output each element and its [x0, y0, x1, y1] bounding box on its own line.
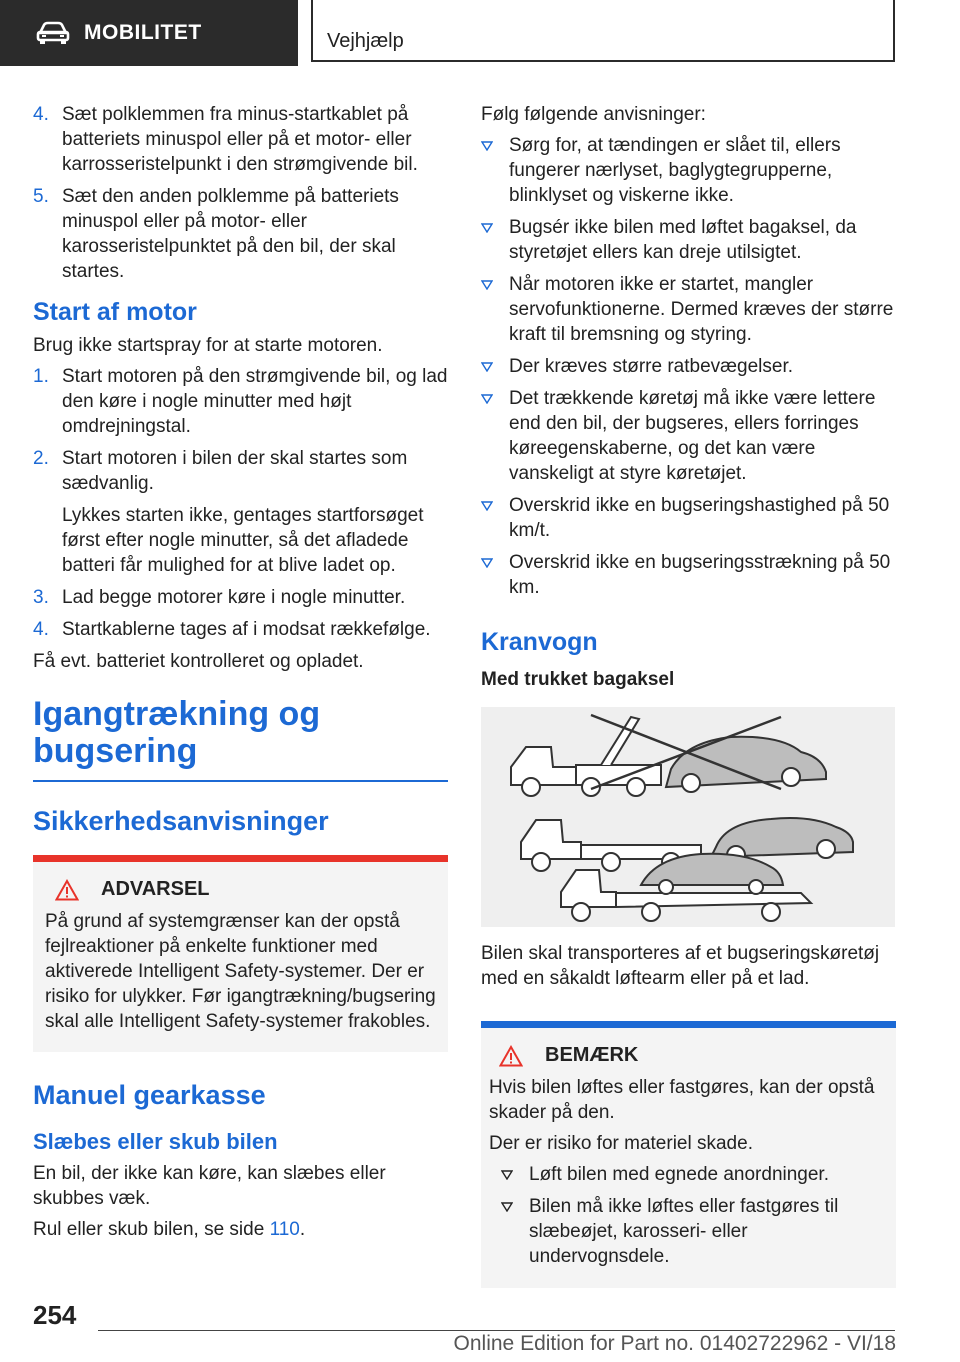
gearbox-heading: Manuel gearkasse	[33, 1080, 266, 1110]
roll-text: Rul eller skub bilen, se side 110.	[33, 1219, 306, 1240]
tow-truck-illustration	[481, 707, 895, 927]
bullet-triangle-icon	[481, 223, 493, 233]
list-item: 4. Startkablerne tages af i modsat rækkefølge.	[33, 619, 431, 640]
safety-heading: Sikkerhedsanvisninger	[33, 806, 329, 836]
notice-box	[481, 1021, 896, 1288]
footer-divider	[98, 1330, 895, 1331]
section-heading-start-motor: Start af motor	[33, 298, 197, 326]
list-item: 1. Start motoren på den strømgivende bil, og lad den køre i nogle minutter med højt omdrejningstal.	[33, 366, 448, 437]
bullet-triangle-icon	[481, 394, 493, 404]
list-item: Løft bilen med egnede anordninger.	[501, 1162, 888, 1187]
edition-text: Online Edition for Part no. 01402722962 - VI/18	[453, 1332, 896, 1355]
heading-divider	[33, 780, 448, 782]
list-item: Når motoren ikke er startet, mangler servofunktionerne. Dermed kræves der større kraft til bremsning og styring.	[481, 272, 896, 347]
crane-heading: Kranvogn	[481, 628, 598, 656]
section-label: MOBILITET	[84, 21, 202, 44]
bullet-triangle-icon	[481, 362, 493, 372]
start-steps	[33, 364, 448, 642]
crane-subheading: Med trukket bagaksel	[481, 669, 675, 690]
tow-heading: Slæbes eller skub bilen	[33, 1129, 278, 1154]
car-icon	[36, 21, 70, 45]
chapter-heading: Igangtrækning og bugsering	[33, 695, 321, 770]
list-item: 4. Sæt polklemmen fra minus-startkablet på batteriets minuspol eller på et motor- eller karrosseristelpunkt i den strømgivende bil.	[33, 104, 418, 175]
crane-text: Bilen skal transporteres af et bugseringskøretøj med en såkaldt løftearm eller på et lad.	[481, 943, 880, 989]
list-item: Overskrid ikke en bugseringshastighed på 50 km/t.	[481, 493, 896, 543]
warning-title: ADVARSEL	[101, 878, 210, 900]
warning-triangle-icon	[55, 879, 79, 901]
section-tab[interactable]	[0, 0, 298, 66]
warning-box	[33, 855, 448, 1052]
towing-instructions	[481, 133, 896, 600]
notice-bullets	[489, 1162, 888, 1269]
warning-text: På grund af systemgrænser kan der opstå fejlreaktioner på enkelte funktioner med aktiverede Intelligent Safety-systemer. Der er risiko for ulykker. Før igangtrækning/bugsering skal alle Intelligent Safety-systemer frakobles.	[45, 911, 436, 1032]
left-column	[33, 102, 448, 1248]
tow-text: En bil, der ikke kan køre, kan slæbes eller skubbes væk.	[33, 1163, 386, 1209]
page-link[interactable]: 110	[269, 1219, 300, 1240]
right-column	[481, 102, 896, 1288]
after-steps-text: Få evt. batteriet kontrolleret og opladet.	[33, 651, 364, 672]
list-item: Sørg for, at tændingen er slået til, ellers fungerer nærlyset, baglygtegrupperne, blinklyset og viskerne ikke.	[481, 133, 896, 208]
chapter-label: Vejhjælp	[327, 30, 404, 52]
bullet-triangle-icon	[481, 558, 493, 568]
list-item: Overskrid ikke en bugseringsstrækning på 50 km.	[481, 550, 896, 600]
bullet-triangle-icon	[481, 280, 493, 290]
list-item: 3. Lad begge motorer køre i nogle minutter.	[33, 587, 406, 608]
notice-title: BEMÆRK	[545, 1044, 639, 1066]
bullet-triangle-icon	[481, 501, 493, 511]
notice-text-2: Der er risiko for materiel skade.	[489, 1133, 753, 1154]
page-header	[0, 0, 960, 66]
chapter-tab[interactable]	[311, 0, 895, 62]
bullet-triangle-icon	[501, 1202, 513, 1212]
tow-methods-figure	[481, 707, 895, 927]
bullet-triangle-icon	[481, 141, 493, 151]
page-number: 254	[33, 1300, 77, 1330]
list-item: Bilen må ikke løftes eller fastgøres til slæbeøjet, karosseri- eller undervognsdele.	[501, 1194, 888, 1269]
start-intro: Brug ikke startspray for at starte motoren.	[33, 335, 383, 356]
jump-start-steps-continued	[33, 102, 448, 284]
list-item: Det trækkende køretøj må ikke være lettere end den bil, der bugseres, ellers forringes køreegenskaberne, og det kan være vanskeligt at styre køretøjet.	[481, 386, 896, 486]
list-item: Der kræves større ratbevægelser.	[481, 354, 896, 379]
bullet-triangle-icon	[501, 1170, 513, 1180]
list-item: 5. Sæt den anden polklemme på batteriets minuspol eller på motor- eller karosseristelpunktet på den bil, der skal startes.	[33, 186, 399, 282]
notice-triangle-icon	[499, 1045, 523, 1067]
list-item: Bugsér ikke bilen med løftet bagaksel, da styretøjet ellers kan dreje utilsigtet.	[481, 215, 896, 265]
notice-text-1: Hvis bilen løftes eller fastgøres, kan der opstå skader på den.	[489, 1077, 875, 1123]
list-item: 2. Start motoren i bilen der skal startes som sædvanlig. Lykkes starten ikke, gentages startforsøget først efter nogle minutter, så det afladede batteri får mulighed for at blive ladet op.	[33, 448, 424, 576]
instructions-intro: Følg følgende anvisninger:	[481, 104, 706, 125]
